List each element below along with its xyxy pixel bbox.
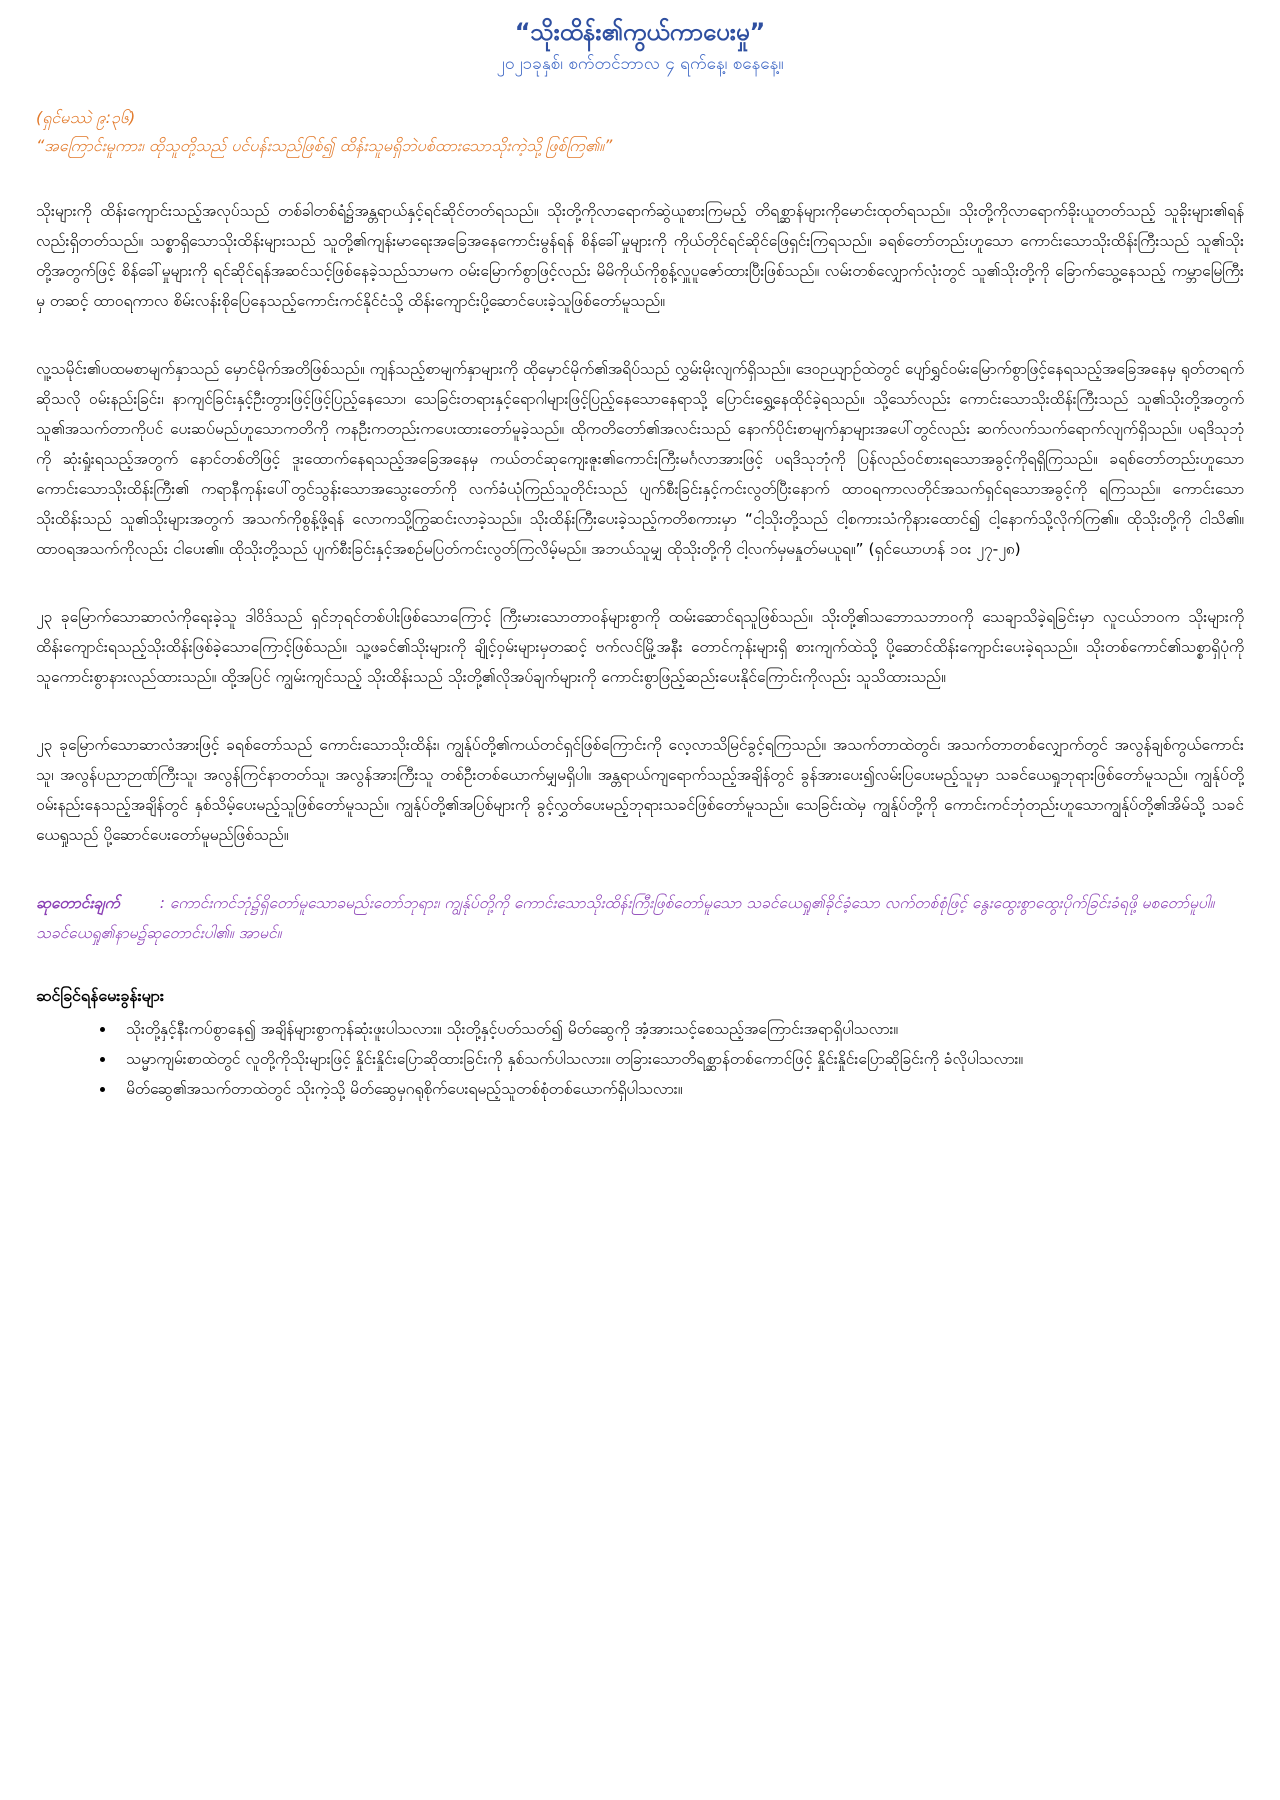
- page-title: “သိုးထိန်း၏ကွယ်ကာပေးမှု”: [514, 18, 766, 46]
- prayer-label: ဆုတောင်းချက်: [36, 894, 120, 912]
- body-paragraph-3: ၂၃ ခုမြောက်သောဆာလံကိုရေးခဲ့သူ ဒါဝိဒ်သည် ရှင်ဘုရင်တစ်ပါးဖြစ်သောကြောင့် ကြီးမားသောတာဝန်များစွာကို ထမ်းဆောင်ရသူဖြစ်သည်။ သိုးတို့၏သဘောသဘာဝကို သေချာသိခဲ့ရခြင်းမှာ လူငယ်ဘဝက သိုးများကို ထိန်းကျောင်းရသည့်သိုးထိန်းဖြစ်ခဲ့သောကြောင့်ဖြစ်သည်။ သူ့ဖခင်၏သိုးများကို ချိုင့်ဝှမ်းများမှတဆင့် ဗက်လင်မြို့အနီး တောင်ကုန်းများရှိ စားကျက်ထဲသို့ ပို့ဆောင်ထိန်းကျောင်းပေးခဲ့ရသည်။ သိုးတစ်ကောင်၏သစ္စာရှိပုံကို သူကောင်းစွာနားလည်ထားသည်။ ထို့အပြင် ကျွမ်းကျင်သည့် သိုးထိန်းသည် သိုးတို့၏လိုအပ်ချက်များကို ကောင်းစွာဖြည့်ဆည်းပေးနိုင်ကြောင်းကိုလည်း သူသိထားသည်။: [36, 608, 1244, 686]
- question-item: • သိုးတို့နှင့်နီးကပ်စွာနေ၍ အချိန်များစွာကုန်ဆုံးဖူးပါသလား။ သိုးတို့နှင့်ပတ်သတ်၍ မိတ်ဆွေကို အံ့အားသင့်စေသည့်အကြောင်းအရာရှိပါသလား။: [116, 1014, 1244, 1044]
- body-paragraph-1: သိုးများကို ထိန်းကျောင်းသည့်အလုပ်သည် တစ်ခါတစ်ရံ၌အန္တရာယ်နှင့်ရင်ဆိုင်တတ်ရသည်။ သိုးတို့ကိုလာရောက်ဆွဲယူစားကြမည့် တိရစ္ဆာန်များကိုမောင်းထုတ်ရသည်။ သိုးတို့ကိုလာရောက်ခိုးယူတတ်သည့် သူခိုးများ၏ရန်လည်းရှိတတ်သည်။ သစ္စာရှိသောသိုးထိန်းများသည် သူတို့၏ကျန်းမာရေးအခြေအနေကောင်းမွန်ရန် စိန်ခေါ်မှုများကို ကိုယ်တိုင်ရင်ဆိုင်ဖြေရှင်းကြရသည်။ ခရစ်တော်တည်းဟူသော ကောင်းသောသိုးထိန်းကြီးသည် သူ၏သိုးတို့အတွက်ဖြင့် စိန်ခေါ်မှုများကို ရင်ဆိုင်ရန်အဆင်သင့်ဖြစ်နေခဲ့သည်သာမက ဝမ်းမြောက်စွာဖြင့်လည်း မိမိကိုယ်ကိုစွန့်လှူပူဇော်ထားပြီးဖြစ်သည်။ လမ်းတစ်လျှောက်လုံးတွင် သူ၏သိုးတို့ကို ခြောက်သွေ့နေသည့် ကမ္ဘာမြေကြီးမှ တဆင့် ထာဝရကာလ စိမ်းလန်းစိုပြေနေသည့်ကောင်းကင်နိုင်ငံသို့ ထိန်းကျောင်းပို့ဆောင်ပေးခဲ့သူဖြစ်တော်မူသည်။: [36, 202, 1244, 310]
- verse-reference: (ရှင်မဿဲ ၉:၃၆): [36, 108, 136, 127]
- body-paragraph-4: ၂၃ ခုမြောက်သောဆာလံအားဖြင့် ခရစ်တော်သည် ကောင်းသောသိုးထိန်း၊ ကျွန်ုပ်တို့၏ကယ်တင်ရှင်ဖြစ်ကြောင်းကို လေ့လာသိမြင်ခွင့်ရကြသည်။ အသက်တာထဲတွင်၊ အသက်တာတစ်လျှောက်တွင် အလွန်ချစ်ကွယ်ကောင်းသူ၊ အလွန်ပညာဉာဏ်ကြီးသူ၊ အလွန်ကြင်နာတတ်သူ၊ အလွန်အားကြီးသူ တစ်ဦးတစ်ယောက်မျှမရှိပါ။ အန္တရာယ်ကျရောက်သည့်အချိန်တွင် ခွန်အားပေး၍လမ်းပြပေးမည့်သူမှာ သခင်ယေရှုဘုရားဖြစ်တော်မူသည်။ ကျွန်ုပ်တို့ဝမ်းနည်းနေသည့်အချိန်တွင် နှစ်သိမ့်ပေးမည့်သူဖြစ်တော်မူသည်။ ကျွန်ုပ်တို့၏အပြစ်များကို ခွင့်လွှတ်ပေးမည့်ဘုရားသခင်ဖြစ်တော်မူသည်။ သေခြင်းထဲမှ ကျွန်ုပ်တို့ကို ကောင်းကင်ဘုံတည်းဟူသောကျွန်ုပ်တို့၏အိမ်သို့ သခင်ယေရှုသည် ပို့ဆောင်ပေးတော်မူမည်ဖြစ်သည်။: [36, 736, 1244, 844]
- questions-list: [36, 1014, 1244, 1104]
- body-paragraph-2: လူ့သမိုင်း၏ပထမစာမျက်နှာသည် မှောင်မိုက်အတိဖြစ်သည်။ ကျန်သည့်စာမျက်နှာများကို ထိုမှောင်မိုက်၏အရိပ်သည် လွှမ်းမိုးလျက်ရှိသည်။ ဒေဝဉယျာဉ်ထဲတွင် ပျော်ရွှင်ဝမ်းမြောက်စွာဖြင့်နေရသည့်အခြေအနေမှ ရုတ်တရက်ဆိုသလို ဝမ်းနည်းခြင်း၊ နာကျင်ခြင်းနှင့်ဦးတွားဖြင့်ဖြင့်ပြည့်နေသော၊ သေခြင်းတရားနှင့်ရောဂါများဖြင့်ပြည့်နေသောနေရာသို့ ပြောင်းရွှေ့နေထိုင်ခဲ့ရသည်။ သို့သော်လည်း ကောင်းသောသိုးထိန်းကြီးသည် သူ၏သိုးတို့အတွက် သူ၏အသက်တာကိုပင် ပေးဆပ်မည်ဟူသောကတိကို ကနဦးကတည်းကပေးထားတော်မူခဲ့သည်။ ထိုကတိတော်၏အလင်းသည် နောက်ပိုင်းစာမျက်နှာများအပေါ်တွင်လည်း ဆက်လက်သက်ရောက်လျက်ရှိသည်။ ပရဒိသုဘုံကို ဆုံးရှုံးရသည့်အတွက် နောင်တစ်တိဖြင့် ဒူးထောက်နေရသည့်အခြေအနေမှ ကယ်တင်ဆုကျေးဇူး၏ကောင်းကြီးမင်္ဂလာအားဖြင့် ပရဒိသုဘုံကို ပြန်လည်ဝင်စားရသောအခွင့်ကိုရရှိကြသည်။ ခရစ်တော်တည်းဟူသောကောင်းသောသိုးထိန်းကြီး၏ ကရာနီကုန်းပေါ်တွင်သွန်းသောအသွေးတော်ကို လက်ခံယုံကြည်သူတိုင်းသည် ပျက်စီးခြင်းနှင့်ကင်းလွတ်ပြီးနောက် ထာဝရကာလတိုင်အသက်ရှင်ရသောအခွင့်ကို ရကြသည်။ ကောင်းသောသိုးထိန်းသည် သူ၏သိုးများအတွက် အသက်ကိုစွန့်ဖို့ရန် လောကသို့ကြွဆင်းလာခဲ့သည်။ သိုးထိန်းကြီးပေးခဲ့သည့်ကတိစကားမှာ “ငါ့သိုးတို့သည် ငါ့စကားသံကိုနားထောင်၍ ငါ့နောက်သို့လိုက်ကြ၏။ ထိုသိုးတို့ကို ငါသိ၏။ ထာဝရအသက်ကိုလည်း ငါပေး၏။ ထိုသိုးတို့သည် ပျက်စီးခြင်းနှင့်အစဉ်မပြတ်ကင်းလွတ်ကြလိမ့်မည်။ အဘယ်သူမျှ ထိုသိုးတို့ကို ငါ့လက်မှမနှုတ်မယူရ။” (ရှင်ယောဟန် ၁၀း ၂၇-၂၈): [36, 360, 1244, 558]
- question-item: • သမ္မာကျမ်းစာထဲတွင် လူတို့ကိုသိုးများဖြင့် နှိုင်းနှိုင်းပြောဆိုထားခြင်းကို နှစ်သက်ပါသလား။ တခြားသောတိရစ္ဆာန်တစ်ကောင်ဖြင့် နှိုင်းနှိုင်းပြောဆိုခြင်းကို ခံလိုပါသလား။: [116, 1044, 1244, 1074]
- page-date: ၂၀၂၁ခုနှစ်၊ စက်တင်ဘာလ ၄ ရက်နေ့၊ စနေနေ့။: [496, 54, 784, 74]
- questions-heading: ဆင်ခြင်ရန်မေးခွန်းများ: [36, 986, 164, 1005]
- prayer-block: [36, 888, 1244, 948]
- question-item: • မိတ်ဆွေ၏အသက်တာထဲတွင် သိုးကဲ့သို့ မိတ်ဆွေမှဂရုစိုက်ပေးရမည့်သူတစ်စုံတစ်ယောက်ရှိပါသလား။: [116, 1074, 1244, 1104]
- prayer-text: : ကောင်းကင်ဘုံ၌ရှိတော်မူသောခမည်းတော်ဘုရား၊ ကျွန်ုပ်တို့ကို ကောင်းသောသိုးထိန်းကြီးဖြစ်တော်မူသော သခင်ယေရှု၏ခိုင်ခံ့သော လက်တစ်စုံဖြင့် နွေးထွေးစွာထွေးပိုက်ခြင်းခံရဖို့ မစတော်မူပါ။ သခင်ယေရှု၏နာမ၌ဆုတောင်းပါ၏။ အာမင်။: [36, 894, 1215, 942]
- verse-text: “အကြောင်းမူကား၊ ထိုသူတို့သည် ပင်ပန်းသည်ဖြစ်၍ ထိန်းသူမရှိဘဲပစ်ထားသောသိုးကဲ့သို့ဖြစ်ကြ၏။”: [36, 136, 613, 155]
